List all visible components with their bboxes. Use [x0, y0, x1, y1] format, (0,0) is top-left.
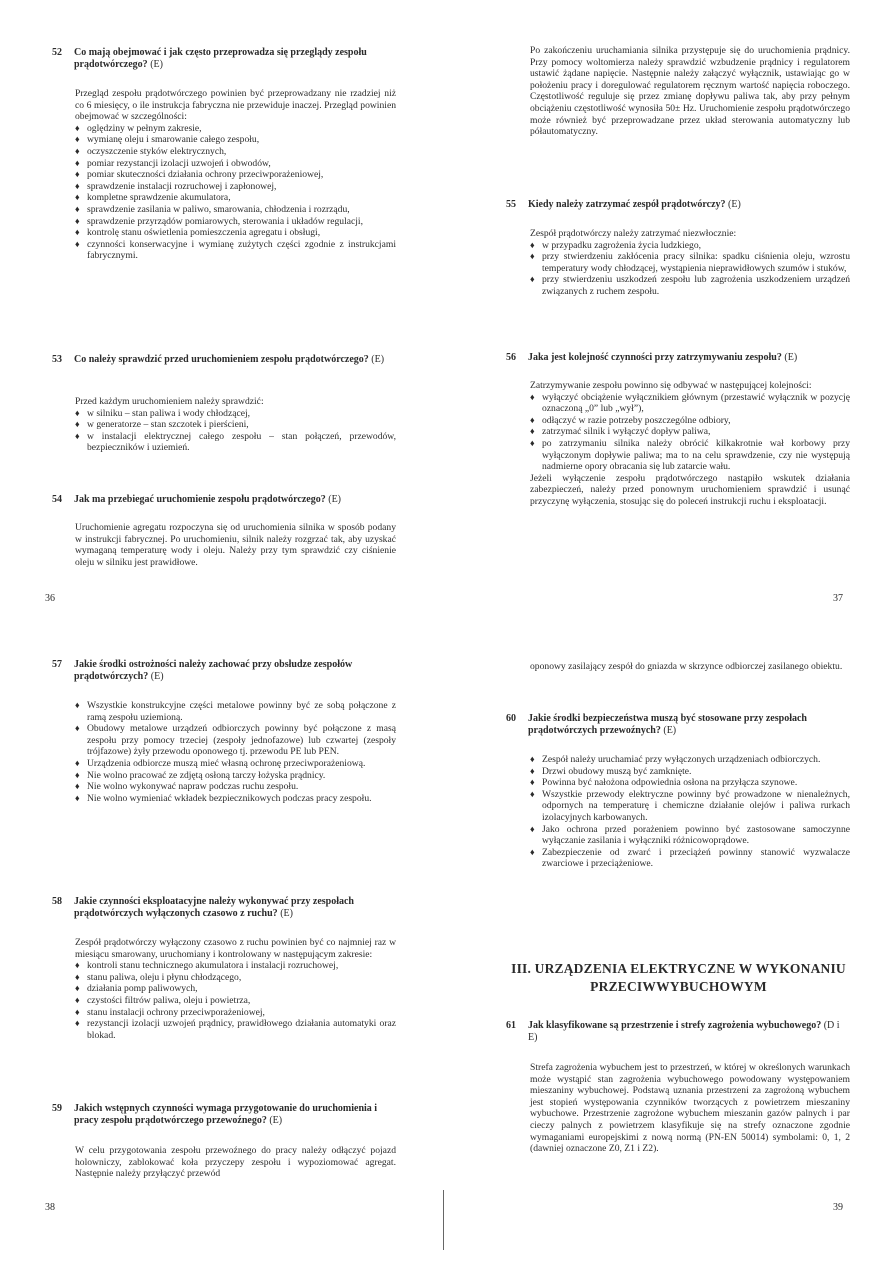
- list-item: ♦ sprawdzenie zasilania w paliwo, smarowania, chłodzenia i rozrządu,: [75, 204, 396, 216]
- answer-intro: Zespół prądotwórczy należy zatrzymać niezwłocznie:: [530, 228, 737, 239]
- answer-57: [75, 700, 396, 804]
- answer-59: [75, 1145, 396, 1180]
- answer-outro: Jeżeli wyłączenie zespołu prądotwórczego nastąpiło wskutek działania zabezpieczeń, należy przed ponownym uruchomieniem sprawdzić i usunąć przyczynę wyłączenia, stosując się do poleceń instrukcji ruchu i eksploatacji.: [530, 472, 850, 507]
- answer-list: [75, 960, 396, 1041]
- list-item: ♦ w instalacji elektrycznej całego zespołu – stan połączeń, przewodów, bezpieczników i uziemień.: [75, 431, 396, 454]
- question-title: Jakie środki ostrożności należy zachować przy obsłudze zespołów prądotwórczych?: [74, 659, 353, 682]
- question-56-heading: [506, 352, 851, 364]
- list-item: ♦ Nie wolno wymieniać wkładek bezpiecznikowych podczas pracy zespołu.: [75, 793, 396, 805]
- question-tag: (D i E): [528, 1020, 840, 1043]
- list-item: ♦ kontrolę stanu oświetlenia pomieszczenia agregatu i obsługi,: [75, 227, 396, 239]
- list-item: ♦ Nie wolno pracować ze zdjętą osłoną tarczy łożyska prądnicy.: [75, 770, 396, 782]
- answer-text: Po zakończeniu uruchamiania silnika przystępuje się do uruchomienia prądnicy. Przy pomocy woltomierza należy sprawdzić wzbudzenie prądnicy i regulatorem ustawić żądane napięcie. Następnie należy załączyć wyłącznik, ustawiając go w położeniu pracy i doregulować regulatorem ręcznym wartość napięcia roboczego. Częstotliwość reguluje się przez zmianę dopływu paliwa tak, aby przy pełnym obciążeniu częstotliwość wynosiła 50± Hz. Uruchomienie zespołu prądotwórczego może również być przeprowadzane przez układ sterowania automatyczny lub półautomatyczny.: [530, 45, 850, 138]
- list-item: ♦ Wszystkie przewody elektryczne powinny być prowadzone w nienależnych, odpornych na temperaturę i chemiczne działanie olejów i paliwa rurkach izolacyjnych karbowanych.: [530, 789, 850, 824]
- answer-intro: Przegląd zespołu prądotwórczego powinien być przeprowadzany nie rzadziej niż co 6 miesięcy, o ile instrukcja fabryczna nie przewiduje inaczej. Przegląd powinien obejmować w szczególności:: [75, 88, 396, 123]
- question-59-heading: [52, 1103, 397, 1126]
- page-number: 38: [45, 1202, 55, 1213]
- question-tag: (E): [371, 354, 385, 365]
- question-title: Co należy sprawdzić przed uruchomieniem zespołu prądotwórczego?: [74, 354, 369, 365]
- answer-list: [530, 754, 850, 870]
- list-item: ♦ wyłączyć obciążenie wyłącznikiem głównym (przestawić wyłącznik w pozycję oznaczoną „0” lub „wył”),: [530, 392, 850, 415]
- answer-list: [530, 392, 850, 473]
- answer-55: [530, 228, 850, 298]
- list-item: ♦ w silniku – stan paliwa i wody chłodzącej,: [75, 408, 396, 420]
- question-tag: (E): [784, 352, 798, 363]
- question-title: Jaka jest kolejność czynności przy zatrzymywaniu zespołu?: [528, 352, 782, 363]
- question-53-heading: [52, 354, 397, 366]
- answer-list: [75, 123, 396, 262]
- page-number: 36: [45, 593, 55, 604]
- answer-intro: Zatrzymywanie zespołu powinno się odbywać w następującej kolejności:: [530, 380, 812, 391]
- list-item: ♦ Obudowy metalowe urządzeń odbiorczych powinny być połączone z masą zespołu przy pomocy trzeciej (zespoły jednofazowe) lub czwartej (zespoły trójfazowe) żyły przewodu oponowego tj. przewodu PE lub PEN.: [75, 723, 396, 758]
- answer-58: [75, 937, 396, 1041]
- question-tag: (E): [663, 724, 677, 736]
- question-number: 60: [506, 713, 516, 724]
- answer-intro: Zespół prądotwórczy wyłączony czasowo z ruchu powinien być co najmniej raz w miesiącu smarowany, uruchomiany i kontrolowany w następującym zakresie:: [75, 937, 396, 960]
- list-item: ♦ przy stwierdzeniu zakłócenia pracy silnika: spadku ciśnienia oleju, wzrostu temperatury wody chłodzącej, wystąpienia nieprawidłowych szumów i stuków,: [530, 251, 850, 274]
- question-number: 56: [506, 352, 516, 363]
- question-tag: (E): [269, 1114, 283, 1126]
- list-item: ♦ Zabezpieczenie od zwarć i przeciążeń powinny stanowić wyzwalacze zwarciowe i przeciążeniowe.: [530, 847, 850, 870]
- list-item: ♦ Drzwi obudowy muszą być zamknięte.: [530, 766, 850, 778]
- question-title: Jakie czynności eksploatacyjne należy wykonywać przy zespołach prądotwórczych wyłączonych czasowo z ruchu?: [74, 896, 354, 919]
- chapter-title: III. URZĄDZENIA ELEKTRYCZNE W WYKONANIU PRZECIWWYBUCHOWYM: [511, 961, 846, 994]
- answer-56: [530, 380, 850, 508]
- answer-text: Uruchomienie agregatu rozpoczyna się od uruchomienia silnika w sposób podany w instrukcji fabrycznej. Po uruchomieniu, silnik należy rozgrzać tak, aby uzyskać wymaganą temperaturę wody i oleju. Należy przy tym sprawdzić czy ciśnienie oleju w silniku jest prawidłowe.: [75, 522, 396, 568]
- list-item: ♦ sprawdzenie przyrządów pomiarowych, sterowania i układów regulacji,: [75, 216, 396, 228]
- answer-52: [75, 88, 396, 262]
- answer-61: [530, 1062, 850, 1155]
- question-61-heading: [506, 1020, 851, 1043]
- list-item: ♦ Jako ochrona przed porażeniem powinno być zastosowane samoczynne wyłączanie zasilania i wyłączniki różnicowoprądowe.: [530, 824, 850, 847]
- list-item: ♦ oględziny w pełnym zakresie,: [75, 123, 396, 135]
- answer-text: oponowy zasilający zespół do gniazda w skrzynce odbiorczej zasilanego obiektu.: [530, 661, 843, 672]
- question-title: Jakich wstępnych czynności wymaga przygotowanie do uruchomienia i pracy zespołu prądotwórczego przewoźnego?: [74, 1103, 378, 1126]
- question-number: 53: [52, 354, 62, 365]
- question-title: Jakie środki bezpieczeństwa muszą być stosowane przy zespołach prądotwórczych przewoźnych?: [528, 713, 807, 736]
- question-tag: (E): [728, 199, 741, 210]
- list-item: ♦ Powinna być nałożona odpowiednia osłona na przyłącza szynowe.: [530, 777, 850, 789]
- answer-list: [75, 408, 396, 454]
- answer-text: Strefa zagrożenia wybuchem jest to przestrzeń, w której w określonych warunkach może wystąpić stan zagrożenia wybuchowego powodowany występowaniem mieszaniny wybuchowej. Podstawą uznania przestrzeni za zagrożoną wybuchem jest stopień występowania czynników tworzących z powietrzem mieszaniny wybuchowe. Przestrzenie zagrożone wybuchem mieszanin gazów palnych i par cieczy palnych z powietrzem klasyfikuje się na strefy oznaczone zgodnie wymaganiami europejskimi z nową normą (PN-EN 50014) symbolami: 0, 1, 2 (dawniej oznaczone Z0, Z1 i Z2).: [530, 1062, 850, 1155]
- list-item: ♦ stanu instalacji ochrony przeciwporażeniowej,: [75, 1007, 396, 1019]
- answer-53: [75, 396, 396, 454]
- list-item: ♦ Wszystkie konstrukcyjne części metalowe powinny być ze sobą połączone z ramą zespołu uziemioną.: [75, 700, 396, 723]
- question-number: 54: [52, 494, 62, 505]
- question-58-heading: [52, 896, 397, 919]
- answer-59-continuation: [530, 661, 850, 673]
- question-54-heading: [52, 494, 397, 506]
- list-item: ♦ zatrzymać silnik i wyłączyć dopływ paliwa,: [530, 426, 850, 438]
- question-55-heading: [506, 199, 851, 211]
- list-item: ♦ pomiar rezystancji izolacji uzwojeń i obwodów,: [75, 158, 396, 170]
- list-item: ♦ działania pomp paliwowych,: [75, 983, 396, 995]
- list-item: ♦ przy stwierdzeniu uszkodzeń zespołu lub zagrożenia uszkodzeniem urządzeń związanych z ruchem zespołu.: [530, 274, 850, 297]
- question-57-heading: [52, 659, 397, 682]
- list-item: ♦ czystości filtrów paliwa, oleju i powietrza,: [75, 995, 396, 1007]
- answer-list: [530, 240, 850, 298]
- question-60-heading: [506, 713, 851, 736]
- question-tag: (E): [150, 58, 163, 70]
- question-title: Co mają obejmować i jak często przeprowadza się przeglądy zespołu prądotwórczego?: [74, 47, 367, 70]
- list-item: ♦ Zespół należy uruchamiać przy wyłączonych urządzeniach odbiorczych.: [530, 754, 850, 766]
- list-item: ♦ pomiar skuteczności działania ochrony przeciwporażeniowej,: [75, 169, 396, 181]
- answer-list: [75, 700, 396, 804]
- question-tag: (E): [150, 670, 164, 682]
- list-item: ♦ stanu paliwa, oleju i płynu chłodzącego,: [75, 972, 396, 984]
- list-item: ♦ po zatrzymaniu silnika należy obrócić kilkakrotnie wał korbowy przy wyłączonym dopływie paliwa; ma to na celu sprawdzenie, czy nie występują nadmierne opory obracania się lub zatarcie wału.: [530, 438, 850, 473]
- list-item: ♦ Nie wolno wykonywać napraw podczas ruchu zespołu.: [75, 781, 396, 793]
- answer-intro: Przed każdym uruchomieniem należy sprawdzić:: [75, 396, 264, 407]
- question-number: 52: [52, 47, 62, 58]
- page-number: 39: [833, 1202, 843, 1213]
- list-item: ♦ czynności konserwacyjne i wymianę zużytych części zgodnie z instrukcjami fabrycznymi.: [75, 239, 396, 262]
- question-number: 59: [52, 1103, 62, 1114]
- question-number: 58: [52, 896, 62, 907]
- page-number: 37: [833, 593, 843, 604]
- answer-54-continuation: [530, 45, 850, 138]
- question-number: 55: [506, 199, 516, 210]
- list-item: ♦ kompletne sprawdzenie akumulatora,: [75, 192, 396, 204]
- question-title: Jak ma przebiegać uruchomienie zespołu prądotwórczego?: [74, 494, 326, 505]
- binding-divider: [443, 1190, 444, 1250]
- list-item: ♦ sprawdzenie instalacji rozruchowej i zapłonowej,: [75, 181, 396, 193]
- answer-54: [75, 522, 396, 568]
- list-item: ♦ Urządzenia odbiorcze muszą mieć własną ochronę przeciwporażeniową.: [75, 758, 396, 770]
- list-item: ♦ odłączyć w razie potrzeby poszczególne odbiory,: [530, 415, 850, 427]
- answer-60: [530, 754, 850, 870]
- list-item: ♦ w generatorze – stan szczotek i pierścieni,: [75, 419, 396, 431]
- question-tag: (E): [328, 494, 342, 505]
- answer-text: W celu przygotowania zespołu przewoźnego do pracy należy odłączyć pojazd holowniczy, zablokować koła przyczepy zespołu i wypoziomować agregat. Następnie należy przyłączyć przewód: [75, 1145, 396, 1180]
- list-item: ♦ oczyszczenie styków elektrycznych,: [75, 146, 396, 158]
- list-item: ♦ rezystancji izolacji uzwojeń prądnicy, prawidłowego działania automatyki oraz blokad.: [75, 1018, 396, 1041]
- question-number: 61: [506, 1020, 516, 1031]
- list-item: ♦ kontroli stanu technicznego akumulatora i instalacji rozruchowej,: [75, 960, 396, 972]
- question-number: 57: [52, 659, 62, 670]
- question-tag: (E): [280, 907, 293, 919]
- list-item: ♦ w przypadku zagrożenia życia ludzkiego,: [530, 240, 850, 252]
- question-52-heading: [52, 47, 397, 70]
- question-title: Jak klasyfikowane są przestrzenie i strefy zagrożenia wybuchowego?: [528, 1020, 822, 1031]
- list-item: ♦ wymianę oleju i smarowanie całego zespołu,: [75, 134, 396, 146]
- question-title: Kiedy należy zatrzymać zespół prądotwórczy?: [528, 199, 726, 210]
